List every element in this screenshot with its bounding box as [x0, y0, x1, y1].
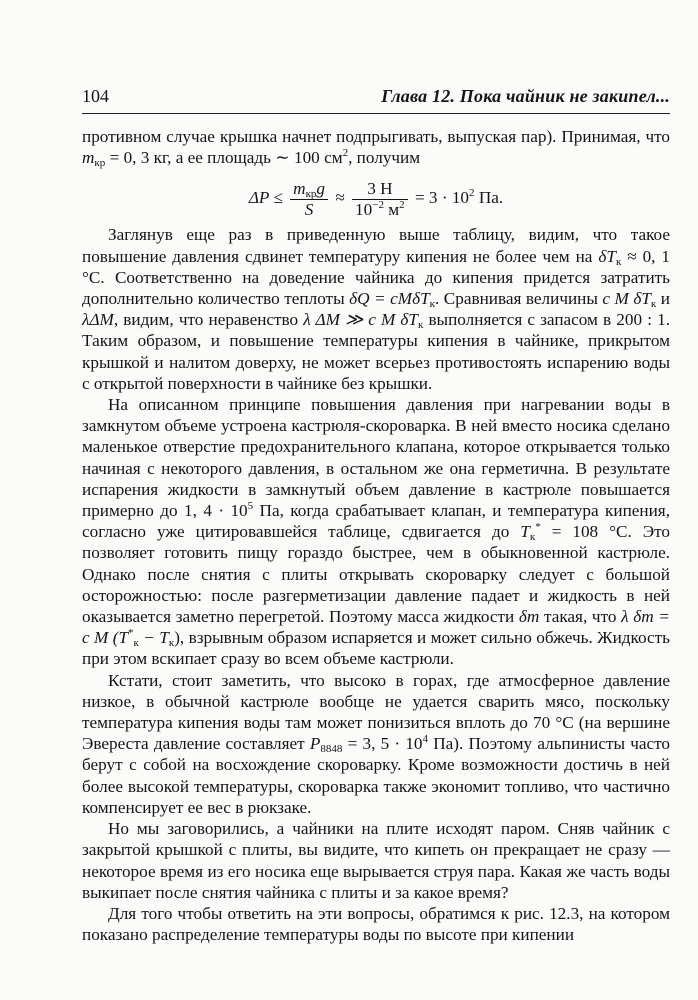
paragraph-pressure-cooker: На описанном принципе повышения давления при нагревании воды в замкнутом объеме устроена кастрюля-скороварка. В ней вместо носика сделано маленькое отверстие предохранительного клапана, которое открывается только начиная с некоторого давления, в остальном же она герметична. В результате испарения жидкости в замкнутый объем давление в кастрюле повышается примерно до 1, $4 \cdot 10^5$ Па, когда срабатывает клапан, и температура кипения, согласно уже цитировавшейся таблице, сдвигается до $T_к^* = 108$ °C. Это позволяет готовить пищу гораздо быстрее, чем в обыкновенной кастрюле. Однако после снятия с плиты открывать скороварку следует с большой осторожностью: после разгерметизации давление падает и жидкость в ней оказывается заметно перегретой. Поэтому масса жидкости δm такая, что λ δm = c M $(T^*_к - T_к)$, взрывным образом испаряется и может сильно обжечь. Жидкость при этом вскипает сразу во всем объеме кастрюли. [82, 395, 670, 669]
paragraph-figure-ref: Для того чтобы ответить на эти вопросы, обратимся к рис. 12.3, на котором показано распределение температуры воды по высоте при кипении [82, 903, 670, 945]
paragraph-continuation: противном случае крышка начнет подпрыгивать, выпуская пар). Принимая, что $m_{кр} = 0$, 3 кг, а ее площадь ∼ 100 $см^2$, получим [82, 127, 670, 170]
pressure-formula: ΔP ≤ $\frac{m_{кр}g}{S}$ ≈ $\frac{3 Н}{10^{-2} м^2}$ = $3 \cdot 10^2$ Па. [248, 178, 504, 219]
running-header [82, 86, 670, 108]
body-text [82, 126, 670, 945]
paragraph-mountains: Кстати, стоит заметить, что высоко в горах, где атмосферное давление низкое, в обычной кастрюле вообще не удается сварить мясо, поскольку температура кипения воды там может понизиться вплоть до 70 °C (на вершине Эвереста давление составляет $P_{8848} = 3$, $5 \cdot 10^4$ Па). Поэтому альпинисты часто берут с собой на восхождение скороварку. Кроме возможности достичь в ней более высокой температуры, скороварка также экономит топливо, что частично компенсирует ее вес в рюкзаке. [82, 670, 670, 817]
header-rule [82, 113, 670, 114]
chapter-title: Глава 12. Пока чайник не закипел... [381, 86, 670, 106]
page-number: 104 [82, 86, 109, 106]
paragraph-kettle: Но мы заговорились, а чайники на плите исходят паром. Сняв чайник с закрытой крышкой с плиты, вы видите, что кипеть он прекращает не сразу — некоторое время из его носика еще вырывается струя пара. Какая же часть воды выкипает после снятия чайника с плиты и за какое время? [82, 819, 670, 902]
paragraph-table: Заглянув еще раз в приведенную выше таблицу, видим, что такое повышение давления сдвинет температуру кипения не более чем на $\delta T_к \approx 0$, 1 °C. Соответственно на доведение чайника до кипения придется затратить дополнительно количество теплоты δQ = cMδT$_к$. Сравнивая величины c M $\delta T_к$ и λΔM, видим, что неравенство λ ΔM ≫ c M $\delta T_к$ выполняется с запасом в 200 : 1. Таким образом, и повышение температуры кипения в чайнике, прикрытом крышкой и налитом доверху, не может всерьез противостоять испарению воды с открытой поверхности в чайнике без крышки. [82, 225, 671, 393]
